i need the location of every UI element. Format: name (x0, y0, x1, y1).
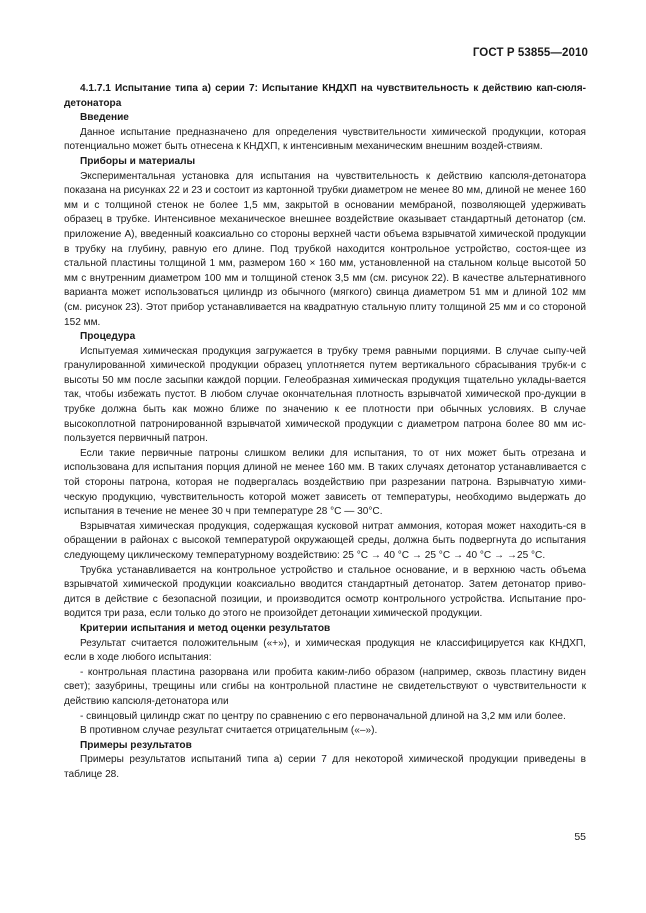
standard-header: ГОСТ Р 53855—2010 (472, 47, 588, 59)
criteria-heading: Критерии испытания и метод оценки результатов (80, 622, 331, 634)
procedure-paragraph: Трубка устанавливается на контрольное устройство и стальное основание, и в верхнюю часть объема взрывчатой химической продукции коаксиально вводится стандартный детонатор. Затем детонатор приво-дится в действие с безопасной позиции, и производится осмотр контрольного устройства. Испытание про-водится три раза, если только до этого не произойдет детонации химической продукции. (64, 564, 586, 620)
apparatus-text: Экспериментальная установка для испытания на чувствительность к действию капсюля-детонатора показана на рисунках 22 и 23 и состоит из картонной трубки диаметром не менее 80 мм, длиной не менее 160 мм и с толщиной стенок не более 1,5 мм, закрытой в основании мембраной, позволяющей удерживать образец в трубке. Интенсивное механическое внешнее воздействие оказывает стандартный детонатор (см. приложение А), введенный коаксиально со стороны верхней части объема взрывчатой химической продукции в трубку на глубину, равную его длине. Под трубкой находится контрольное устройство, состоя-щее из стальной пластины толщиной 1 мм, размером 160 × 160 мм, установленной на стальном кольце высотой 50 мм с внутренним диаметром 100 мм и толщиной стенок 3,5 мм (см. рисунок 22). В качестве альтернативного варианта может использоваться цилиндр из обычного (мягкого) свинца диаметром 51 мм и длиной 102 мм (см. рисунок 23). Этот прибор устанавливается на квадратную стальную плиту толщиной 25 мм и со стороной 152 мм. (64, 170, 586, 328)
criteria-list-item: - контрольная пластина разорвана или пробита каким-либо образом (например, сквозь пластину виден свет); зазубрины, трещины или сгибы на контрольной пластине не свидетельствуют о чувствительности к действию капсюля-детонатора или (64, 666, 586, 707)
page-number: 55 (574, 831, 586, 843)
intro-text: Данное испытание предназначено для определения чувствительности химической продукции, которая потенциально может быть отнесена к КНДХП, к интенсивным механическим внешним воздей-ствиям. (64, 126, 586, 153)
procedure-paragraph: Испытуемая химическая продукция загружается в трубку тремя равными порциями. В случае сыпу-чей гранулированной химической продукции образец уплотняется путем вертикального сбрасывания трубк-и с высоты 50 мм после засыпки каждой порции. Гелеобразная химическая продукция тщательно уклады-вается так, чтобы избежать пустот. В любом случае окончательная плотность взрывчатой химической про-дукции в трубке должна быть как можно ближе по значению к ее плотности при обычных условиях. В случае высокоплотной патронированной взрывчатой химической продукции с диаметром патрона более 80 мм ис-пользуется первичный патрон. (64, 345, 586, 445)
criteria-paragraph: Результат считается положительным («+»), и химическая продукция не классифицируется как КНДХП, если в ходе любого испытания: (64, 637, 586, 664)
section-title: 4.1.7.1 Испытание типа а) серии 7: Испытание КНДХП на чувствительность к действию кап-сюля-детонатора (64, 83, 586, 109)
criteria-paragraph: В противном случае результат считается отрицательным («–»). (80, 725, 378, 737)
apparatus-heading: Приборы и материалы (80, 155, 196, 167)
procedure-paragraph: Если такие первичные патроны слишком велики для испытания, то от них может быть отрезана и использована для испытания порция длиной не менее 160 мм. В таких случаях детонатор устанавливается с той стороны патрона, которая не подвергалась воздействию при разрезании патрона. Взрывчатую хими-ческую продукцию, чувствительность которой может зависеть от температуры, необходимо выдержать до испытания в течение не менее 30 ч при температуре 28 °С — 30°С. (64, 447, 586, 518)
criteria-list-item: - свинцовый цилиндр сжат по центру по сравнению с его первоначальной длиной на 3,2 мм или более. (80, 710, 566, 722)
procedure-paragraph: Взрывчатая химическая продукция, содержащая кусковой нитрат аммония, которая может находить-ся в обращении в районах с высокой температурой окружающей среды, должна быть подвергнута до испытания следующему циклическому температурному воздействию: 25 °С → 40 °С → 25 °С → 40 °С → →25 °С. (64, 520, 586, 561)
intro-heading: Введение (80, 112, 129, 124)
examples-heading: Примеры результатов (80, 739, 192, 751)
procedure-heading: Процедура (80, 331, 136, 343)
document-body (64, 82, 586, 783)
examples-text: Примеры результатов испытаний типа а) серии 7 для некоторой химической продукции приведены в таблице 28. (64, 754, 586, 780)
